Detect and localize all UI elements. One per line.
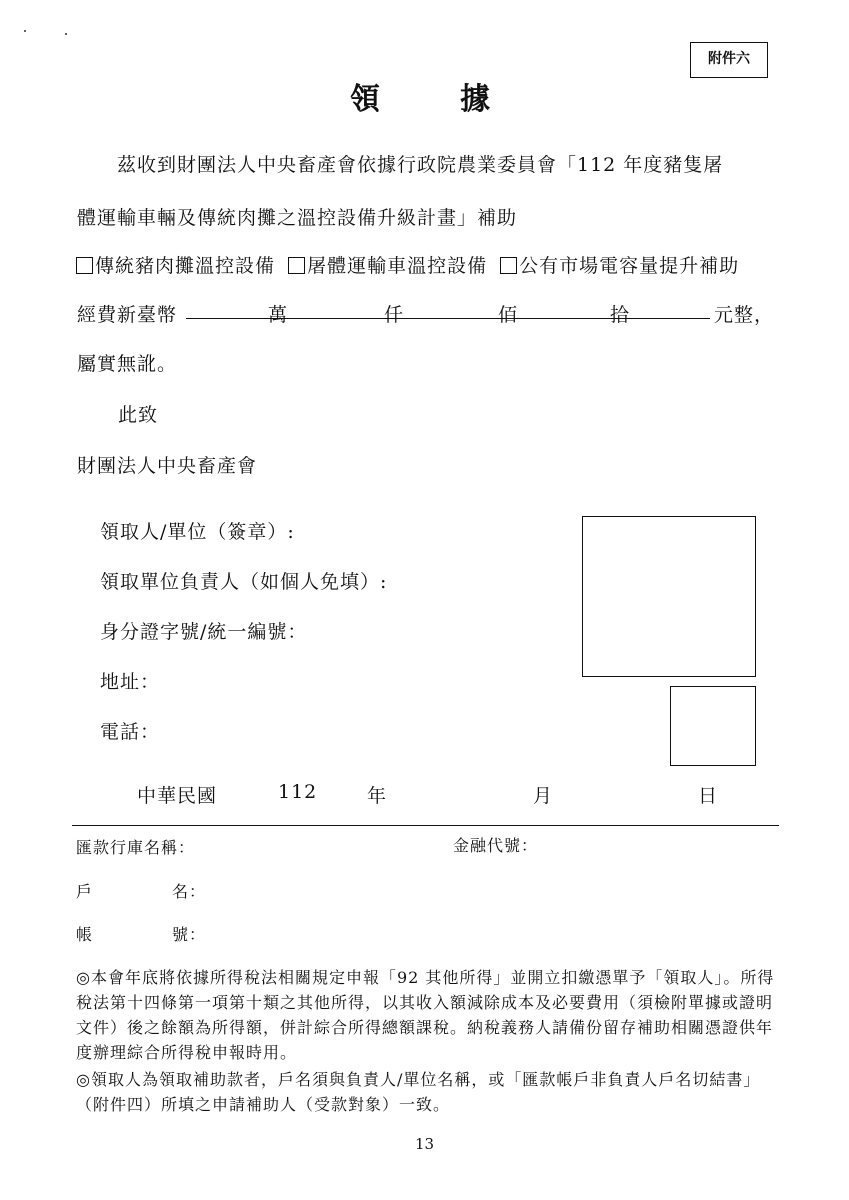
account-name-label-2[interactable]: 名：: [172, 882, 207, 901]
option-label: 傳統豬肉攤溫控設備: [95, 255, 276, 277]
section-divider: [72, 825, 779, 826]
account-number-label-2[interactable]: 號：: [172, 925, 207, 944]
option-traditional-pork-stall[interactable]: [76, 255, 275, 277]
field-responsible-person[interactable]: 領取單位負責人（如個人免填）:: [100, 571, 388, 593]
large-seal-box[interactable]: [582, 516, 756, 677]
page-number: 13: [414, 1135, 435, 1153]
tax-notice: ◎本會年底將依據所得稅法相關規定申報「92 其他所得」並開立扣繳憑單予「領取人」。所得稅法第十四條第一項第十類之其他所得，以其收入額減除成本及必要費用（須檢附單據或證明文件）後之餘額為所得額，併計綜合所得總額課稅。納稅義務人請備份留存補助相關憑證供年度辦理綜合所得稅申報時用。: [76, 968, 775, 1062]
scan-speck: [24, 30, 26, 32]
amount-unit-shi: 拾: [610, 304, 631, 326]
bank-name-field[interactable]: 匯款行庫名稱：: [76, 838, 196, 857]
amount-unit-wan: 萬: [268, 304, 289, 326]
date-month-unit: 月: [533, 785, 554, 807]
amount-prefix: 經費新臺幣: [77, 304, 178, 326]
checkbox[interactable]: [76, 257, 93, 274]
date-day-unit: 日: [698, 785, 719, 807]
amount-unit-qian: 仟: [384, 304, 405, 326]
account-number-label-1: 帳: [76, 925, 94, 944]
option-label: 公有市場電容量提升補助: [519, 255, 740, 277]
field-id-number[interactable]: 身分證字號/統一編號：: [100, 621, 308, 643]
amount-blank-line[interactable]: [186, 318, 710, 319]
attachment-label: 附件六: [690, 42, 768, 78]
checkbox[interactable]: [500, 257, 517, 274]
salutation: 此致: [118, 404, 159, 426]
paragraph-line-2: 體運輸車輛及傳統肉攤之溫控設備升級計畫」補助: [77, 207, 518, 229]
bank-code-field[interactable]: 金融代號：: [453, 836, 539, 855]
field-recipient-signature[interactable]: 領取人/單位（簽章）:: [100, 521, 295, 543]
field-phone[interactable]: 電話：: [100, 721, 161, 743]
paragraph-line-5: 屬實無訛。: [77, 353, 178, 375]
checkbox[interactable]: [288, 257, 305, 274]
option-public-market-power[interactable]: [500, 255, 739, 277]
paragraph-line-1: 茲收到財團法人中央畜產會依據行政院農業委員會「112 年度豬隻屠: [117, 154, 724, 176]
date-year-unit: 年: [367, 785, 388, 807]
date-year-value: 112: [278, 781, 318, 803]
addressee: 財團法人中央畜產會: [77, 455, 258, 477]
field-address[interactable]: 地址：: [100, 671, 161, 693]
option-label: 屠體運輸車溫控設備: [307, 255, 488, 277]
document-title: 領據: [350, 82, 570, 117]
date-era: 中華民國: [137, 785, 218, 807]
subsidy-options: [76, 251, 739, 278]
scan-speck: [65, 33, 67, 35]
account-name-label-1: 戶: [76, 882, 94, 901]
option-carcass-truck[interactable]: [288, 255, 487, 277]
small-seal-box[interactable]: [670, 686, 756, 766]
amount-unit-bai: 佰: [498, 304, 519, 326]
account-name-notice: ◎領取人為領取補助款者，戶名須與負責人/單位名稱，或「匯款帳戶非負責人戶名切結書」（附件四）所填之申請補助人（受款對象）一致。: [76, 1070, 761, 1114]
amount-suffix: 元整，: [714, 304, 775, 326]
